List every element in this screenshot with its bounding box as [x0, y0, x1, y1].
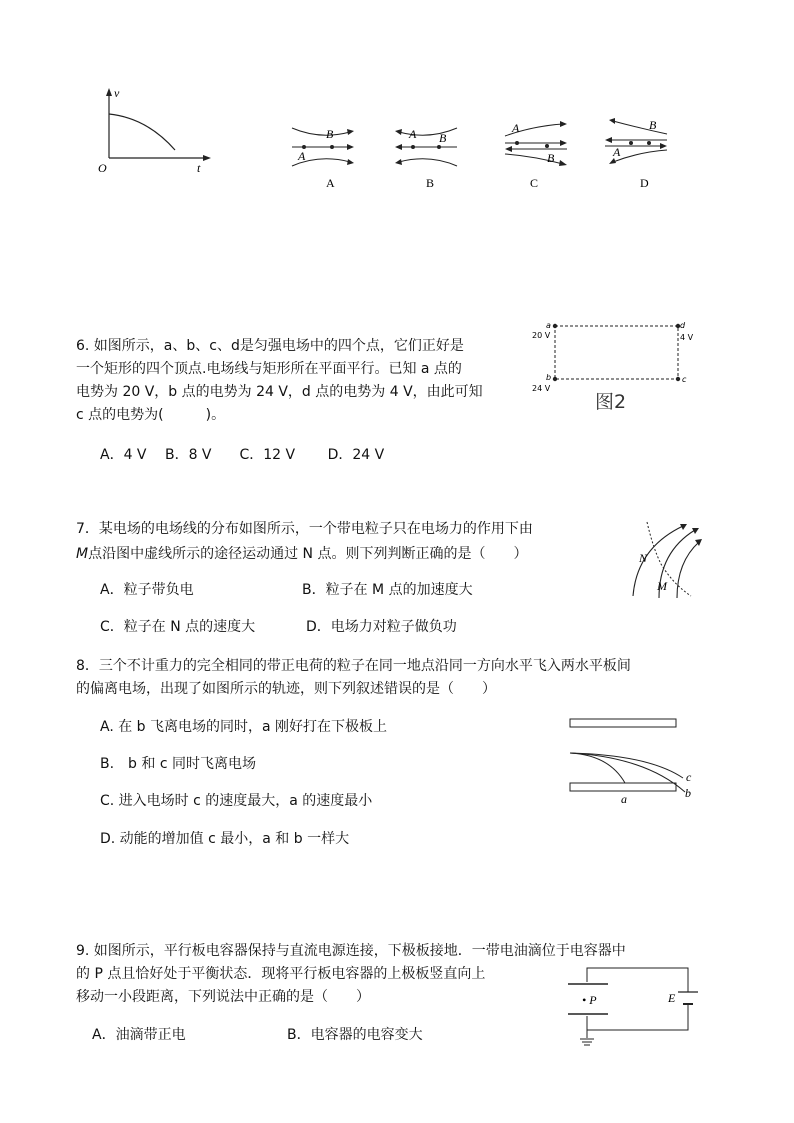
q8-choice-d: D. 动能的增加值 c 最小，a 和 b 一样大 — [100, 831, 350, 847]
option-c-label: C — [530, 176, 539, 190]
option-a-point-lower: A — [298, 149, 306, 163]
q6-line-3: 电势为 20 V，b 点的电势为 24 V，d 点的电势为 4 V，由此可知 — [76, 384, 483, 400]
point-c-label: c — [682, 375, 687, 384]
v-axis-label: v — [114, 86, 120, 100]
point-a-label: a — [546, 321, 551, 330]
t-axis-arrow — [203, 155, 211, 161]
q8-line-1: 8．三个不计重力的完全相同的带正电荷的粒子在同一地点沿同一方向水平飞入两水平板间 — [76, 658, 631, 674]
trajectory-b-label: b — [685, 786, 691, 800]
option-a-point-upper: B — [326, 127, 334, 141]
q8-choice-b: B. b 和 c 同时飞离电场 — [100, 756, 256, 772]
q6-stem — [76, 335, 483, 427]
q7-line-2-rest: 点沿图中虚线所示的途径运动通过 N 点。则下列判断正确的是（ ） — [88, 546, 528, 562]
option-b-point-upper: A — [409, 127, 417, 141]
q7-point-m: M — [76, 546, 89, 562]
q7-choice-b: B．粒子在 M 点的加速度大 — [302, 582, 473, 598]
q8-plates-figure — [565, 715, 695, 805]
q7-choice-a: A．粒子带负电 — [100, 582, 194, 598]
q8-stem — [76, 655, 631, 701]
point-b-voltage: 24 V — [532, 384, 551, 393]
q7-field-figure — [615, 518, 705, 600]
q8-choice-c: C. 进入电场时 c 的速度最大，a 的速度最小 — [100, 793, 373, 809]
vt-curve — [109, 114, 175, 150]
q7-choice-c: C．粒子在 N 点的速度大 — [100, 619, 256, 635]
option-c-figure — [503, 120, 573, 190]
q9-line-2: 的 P 点且恰好处于平衡状态．现将平行板电容器的上极板竖直向上 — [76, 966, 486, 982]
t-axis-label: t — [197, 161, 201, 175]
option-d-label: D — [640, 176, 649, 190]
option-d-point-lower: A — [613, 145, 621, 159]
q7-point-m-label: M — [657, 579, 667, 593]
emf-e-label: E — [668, 991, 676, 1005]
point-p-label: • P — [582, 993, 597, 1007]
option-c-point-lower: B — [547, 151, 555, 165]
point-a-voltage: 20 V — [532, 331, 551, 340]
q7-line-2 — [76, 545, 527, 563]
figure-caption: 图2 — [595, 391, 627, 413]
q9-choice-b: B．电容器的电容变大 — [287, 1027, 423, 1043]
q7-line-1: 7．某电场的电场线的分布如图所示，一个带电粒子只在电场力的作用下由 — [76, 521, 533, 537]
option-b-figure — [393, 120, 463, 190]
v-axis-arrow — [106, 88, 112, 96]
q6-line-4: c 点的电势为( )。 — [76, 407, 226, 423]
vt-graph — [95, 88, 215, 180]
q8-choice-a: A. 在 b 飞离电场的同时，a 刚好打在下极板上 — [100, 719, 388, 735]
point-d-voltage: 4 V — [680, 333, 694, 342]
option-b-point-lower: B — [439, 131, 447, 145]
q7-choice-d: D．电场力对粒子做负功 — [306, 619, 457, 635]
q8-line-2: 的偏离电场，出现了如图所示的轨迹，则下列叙述错误的是（ ） — [76, 681, 496, 697]
option-a-figure — [290, 120, 360, 190]
q9-circuit-figure — [560, 962, 695, 1052]
q9-line-3: 移动一小段距离，下列说法中正确的是（ ） — [76, 989, 370, 1005]
upper-plate — [570, 719, 676, 727]
option-a-label: A — [326, 176, 335, 190]
option-d-point-upper: B — [649, 118, 657, 132]
origin-label: O — [98, 161, 107, 175]
option-b-label: B — [426, 176, 435, 190]
q6-line-2: 一个矩形的四个顶点.电场线与矩形所在平面平行。已知 a 点的 — [76, 361, 462, 377]
option-c-point-upper: A — [512, 121, 520, 135]
point-b-label: b — [546, 373, 552, 382]
q6-choices: A．4 V B．8 V C．12 V D．24 V — [100, 447, 385, 463]
point-d-label: d — [680, 321, 686, 330]
lower-plate — [570, 783, 676, 791]
q7-point-n-label: N — [639, 551, 648, 565]
q6-rectangle-figure — [530, 318, 710, 418]
trajectory-a-label: a — [621, 792, 627, 806]
q9-stem — [76, 940, 626, 1009]
trajectory-c-label: c — [686, 770, 692, 784]
q9-line-1: 9. 如图所示，平行板电容器保持与直流电源连接，下极板接地．一带电油滴位于电容器中 — [76, 943, 626, 959]
option-d-figure — [603, 118, 673, 190]
q6-line-1: 6. 如图所示，a、b、c、d是匀强电场中的四个点，它们正好是 — [76, 338, 464, 354]
q9-choice-a: A．油滴带正电 — [92, 1027, 186, 1043]
